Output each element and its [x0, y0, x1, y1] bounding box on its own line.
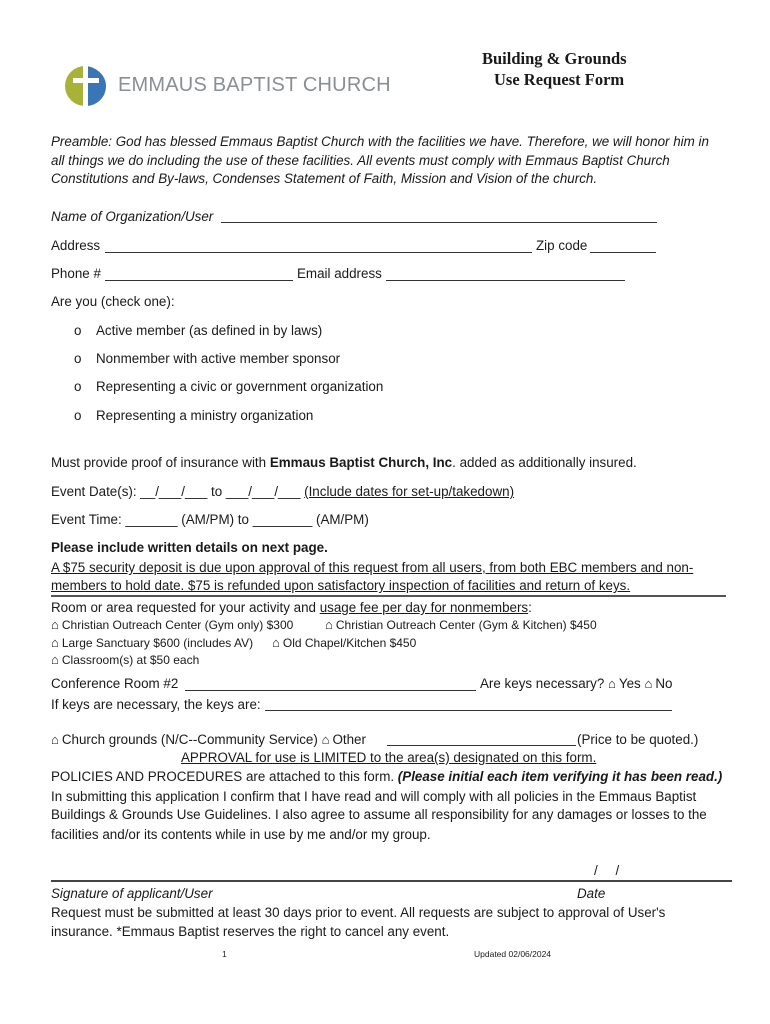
logo-cross-icon [64, 60, 110, 110]
keys-question-row [480, 675, 672, 693]
policies-line3: facilities and/or its contents while in use by me and/or my group. [51, 827, 431, 842]
policies-prefix: POLICIES AND PROCEDURES are attached to this form. [51, 769, 398, 784]
conference-label: Conference Room #2 [51, 676, 179, 691]
checkbox-icon[interactable]: ⌂ [272, 635, 280, 650]
price-note: (Price to be quoted.) [577, 732, 699, 747]
room-option-chapel-label: Old Chapel/Kitchen $450 [282, 636, 417, 650]
option-bullet[interactable]: o [74, 379, 82, 394]
approval-note: APPROVAL for use is LIMITED to the area(s) designated on this form. [181, 750, 597, 765]
room-option-gym[interactable] [51, 617, 293, 633]
fee-label: usage fee per day for nonmembers [319, 600, 529, 615]
address-field[interactable] [105, 252, 532, 253]
checkbox-icon[interactable]: ⌂ [644, 676, 653, 691]
grounds-row [51, 731, 366, 749]
updated-date: Updated 02/06/2024 [474, 949, 552, 959]
conference-field[interactable] [185, 690, 476, 691]
room-option-classroom-label: Classroom(s) at $50 each [61, 653, 200, 667]
room-label-text: Room or area requested for your activity and [51, 600, 320, 615]
footer-line1: Request must be submitted at least 30 days prior to event. All requests are subject to approval of User's [51, 905, 666, 920]
insurance-bold: Emmaus Baptist Church, Inc [269, 455, 453, 470]
insurance-statement [51, 454, 637, 472]
keys-are-label: If keys are necessary, the keys are: [51, 697, 261, 712]
option-civic: Representing a civic or government organization [96, 379, 384, 394]
option-bullet[interactable]: o [74, 323, 82, 338]
check-one-label: Are you (check one): [51, 294, 175, 309]
event-time[interactable]: Event Time: _______ (AM/PM) to ________ (AM/PM) [51, 512, 369, 527]
signature-label: Signature of applicant/User [51, 886, 213, 901]
keys-no: No [655, 676, 673, 691]
checkbox-icon[interactable]: ⌂ [51, 652, 59, 667]
checkbox-icon[interactable]: ⌂ [51, 617, 59, 632]
footer-line2: insurance. *Emmaus Baptist reserves the right to cancel any event. [51, 924, 450, 939]
room-option-gym-kitchen[interactable] [325, 617, 597, 633]
church-name: EMMAUS BAPTIST CHURCH [118, 74, 391, 96]
zip-label: Zip code [536, 238, 588, 253]
insurance-suffix: . added as additionally insured. [452, 455, 637, 470]
page-number: 1 [222, 949, 227, 959]
organization-label: Name of Organization/User [51, 209, 214, 224]
checkbox-icon[interactable]: ⌂ [51, 732, 59, 747]
church-logo [64, 60, 110, 110]
deposit-line1: A $75 security deposit is due upon approval of this request from all users, from both EBC members and non- [51, 560, 694, 575]
checkbox-icon[interactable]: ⌂ [325, 617, 333, 632]
event-dates[interactable] [51, 483, 514, 501]
option-nonmember: Nonmember with active member sponsor [96, 351, 341, 366]
event-dates-note: (Include dates for set-up/takedown) [304, 484, 515, 499]
checkbox-icon[interactable]: ⌂ [608, 676, 616, 691]
option-ministry: Representing a ministry organization [96, 408, 314, 423]
fee-suffix: : [528, 600, 532, 615]
preamble-line2: all things we do including the use of these facilities. All events must comply with Emmaus Baptist Church [51, 153, 670, 168]
room-option-sanctuary[interactable] [51, 635, 253, 651]
email-label: Email address [297, 266, 382, 281]
date-label: Date [577, 886, 606, 901]
details-note: Please include written details on next page. [51, 540, 328, 555]
keys-are-field[interactable] [265, 710, 672, 711]
organization-field[interactable] [221, 222, 657, 223]
policies-line2: Buildings & Grounds Use Guidelines. I also agree to assume all responsibility for any damages or losses to the [51, 807, 707, 822]
preamble-line1: Preamble: God has blessed Emmaus Baptist Church with the facilities we have. Therefore, we will honor him in [51, 134, 709, 149]
option-active-member: Active member (as defined in by laws) [96, 323, 323, 338]
checkbox-icon[interactable]: ⌂ [321, 732, 330, 747]
policies-line1: In submitting this application I confirm that I have read and will comply with all policies in the Emmaus Baptist [51, 789, 697, 804]
other-label: Other [332, 732, 366, 747]
form-title-line1: Building & Grounds [482, 49, 627, 68]
room-option-sanctuary-label: Large Sanctuary $600 (includes AV) [61, 636, 254, 650]
policies-line [51, 768, 722, 786]
phone-label: Phone # [51, 266, 101, 281]
section-divider [51, 595, 726, 597]
insurance-prefix: Must provide proof of insurance with [51, 455, 270, 470]
deposit-line2: members to hold date. $75 is refunded upon satisfactory inspection of facilities and return of keys. [51, 578, 631, 593]
policies-bold: (Please initial each item verifying it has been read.) [397, 769, 723, 784]
preamble-line3: Constitutions and By-laws, Condenses Statement of Faith, Mission and Vision of the church. [51, 171, 598, 186]
signature-line[interactable] [51, 880, 732, 882]
option-bullet[interactable]: o [74, 408, 82, 423]
phone-field[interactable] [105, 280, 293, 281]
grounds-label: Church grounds (N/C--Community Service) [61, 732, 318, 747]
zip-field[interactable] [590, 252, 656, 253]
keys-question: Are keys necessary? [480, 676, 605, 691]
email-field[interactable] [386, 280, 625, 281]
room-option-gym-kitchen-label: Christian Outreach Center (Gym & Kitchen) $450 [335, 618, 597, 632]
room-option-chapel[interactable] [272, 635, 416, 651]
room-option-gym-label: Christian Outreach Center (Gym only) $300 [61, 618, 294, 632]
room-option-classroom[interactable] [51, 652, 199, 668]
event-dates-label: Event Date(s): __/___/___ to ___/___/___ [51, 484, 305, 499]
option-bullet[interactable]: o [74, 351, 82, 366]
checkbox-icon[interactable]: ⌂ [51, 635, 59, 650]
address-label: Address [51, 238, 101, 253]
keys-yes: Yes [618, 676, 641, 691]
other-field[interactable] [387, 745, 576, 746]
form-title-line2: Use Request Form [494, 70, 625, 89]
date-slashes: / / [594, 863, 620, 878]
room-label [51, 599, 532, 617]
